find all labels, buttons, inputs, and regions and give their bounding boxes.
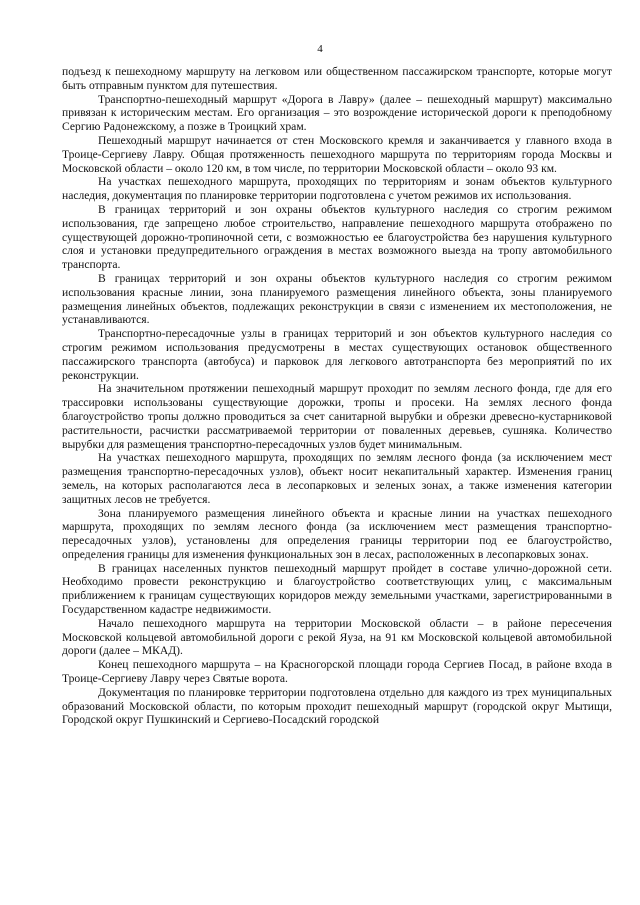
- paragraph-strict-regime-path: В границах территорий и зон охраны объектов культурного наследия со строгим режимом использования, где запрещено любое строительство, направление пешеходного маршрута отображено по существующей дорожно-тропиночной сети, с возможностью ее благоустройства без нарушения культурного слоя и установки предупредительного ограждения в местах возможного выезда на тропу автомобильного транспорта.: [62, 202, 612, 272]
- paragraph-route-end: Конец пешеходного маршрута – на Красногорской площади города Сергиев Посад, в районе входа в Троице-Сергиеву Лавру через Святые ворота.: [62, 658, 612, 686]
- paragraph-documentation: Документация по планировке территории подготовлена отдельно для каждого из трех муниципальных образований Московской области, по которым проходит пешеходный маршрут (городской округ Мытищи, Городской округ Пушкинский и Сергиево-Посадский городской: [62, 685, 612, 727]
- paragraph-route-start: Начало пешеходного маршрута на территории Московской области – в районе пересечения Московской кольцевой автомобильной дороги с рекой Яуза, на 91 км Московской кольцевой автомобильной дороги (далее – МКАД).: [62, 616, 612, 658]
- page-number: 4: [317, 43, 323, 55]
- paragraph-route-length: Пешеходный маршрут начинается от стен Московского кремля и заканчивается у главного входа в Троице-Сергиеву Лавру. Общая протяженность пешеходного маршрута по территориям города Москвы и Московской области – около 120 км, в том числе, по территории Московской области – около 93 км.: [62, 133, 612, 175]
- paragraph-continuation: подъезд к пешеходному маршруту на легковом или общественном пассажирском транспорте, которые могут быть отправным пунктом для путешествия.: [62, 65, 612, 92]
- paragraph-strict-regime-red-lines: В границах территорий и зон охраны объектов культурного наследия со строгим режимом использования красные линии, зона планируемого размещения линейного объекта, зоны планируемого размещения линейных объектов, подлежащих реконструкции в связи с изменением их местоположения, не устанавливаются.: [62, 271, 612, 327]
- paragraph-transfer-hubs: Транспортно-пересадочные узлы в границах территорий и зон объектов культурного наследия со строгим режимом использования предусмотрены в местах существующих остановок общественного пассажирского транспорта (автобуса) и парковок для легкового автотранспорта без мероприятий по их реконструкции.: [62, 327, 612, 382]
- document-body: [62, 65, 612, 727]
- paragraph-forest-object-character: На участках пешеходного маршрута, проходящих по землям лесного фонда (за исключением мест размещения транспортно-пересадочных узлов), объект носит некапитальный характер. Изменения границ земель, на которых располагаются леса в лесопарковых и зеленых зонах, а также изменения категории защитных лесов не требуется.: [62, 451, 612, 506]
- paragraph-route-description: Транспортно-пешеходный маршрут «Дорога в Лавру» (далее – пешеходный маршрут) максимально привязан к историческим местам. Его организация – это возрождение исторической дороги к преподобному Сергию Радонежскому, а позже в Троицкий храм.: [62, 92, 612, 134]
- paragraph-settlements: В границах населенных пунктов пешеходный маршрут пройдет в составе улично-дорожной сети. Необходимо провести реконструкцию и благоустройство соответствующих улиц, с максимальным приближением к границам существующих коридоров между земельными участками, зарегистрированными в Государственном кадастре недвижимости.: [62, 561, 612, 617]
- paragraph-heritage-zones: На участках пешеходного маршрута, проходящих по территориям и зонам объектов культурного наследия, документация по планировке территории подготовлена с учетом режимов их использования.: [62, 175, 612, 203]
- paragraph-forest-lands: На значительном протяжении пешеходный маршрут проходит по землям лесного фонда, где для его трассировки использованы существующие дорожки, тропы и просеки. На землях лесного фонда благоустройство тропы должно проводиться за счет санитарной вырубки и обрезки древесно-кустарниковой растительности, расчистки рассматриваемой территории от поваленных деревьев, сушняка. Количество вырубки для размещения транспортно-пересадочных узлов будет минимальным.: [62, 382, 612, 451]
- paragraph-planned-zone: Зона планируемого размещения линейного объекта и красные линии на участках пешеходного маршрута, проходящих по землям лесного фонда (за исключением мест размещения транспортно-пересадочных узлов), установлены для определения границы территории под ее благоустройство, определения границы для изменения функциональных зон в лесах, расположенных в лесопарковых зонах.: [62, 506, 612, 561]
